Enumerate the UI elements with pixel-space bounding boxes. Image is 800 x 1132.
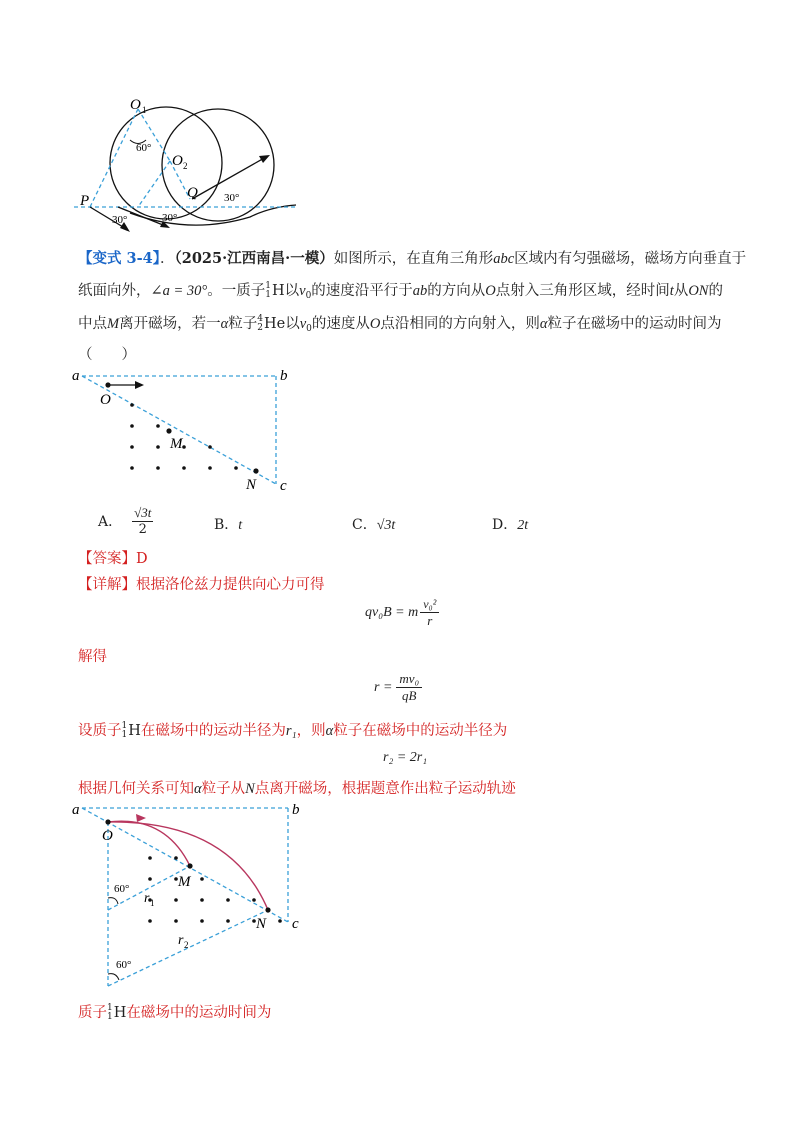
label-angle-60-lower: 60° bbox=[116, 959, 132, 971]
field-dot bbox=[208, 466, 212, 470]
figure-trajectory bbox=[70, 800, 310, 1000]
problem-tag: 【变式 3-4】 bbox=[78, 250, 160, 267]
label-c: c bbox=[280, 478, 287, 494]
problem-paren: （ ） bbox=[78, 347, 136, 363]
label-m: M bbox=[170, 436, 183, 452]
field-dot bbox=[130, 466, 134, 470]
label-a: a bbox=[72, 802, 80, 818]
circle-o1 bbox=[110, 107, 222, 219]
problem-line-3: 中点M离开磁场，若一α粒子4 2He以$v_0$的速度从O点沿相同的方向射入，则α粒子在磁场中的运动时间为 bbox=[78, 314, 722, 334]
figure-circles bbox=[70, 95, 310, 245]
field-dot bbox=[226, 919, 230, 923]
field-dot bbox=[130, 403, 134, 407]
field-dot bbox=[182, 466, 186, 470]
label-c: c bbox=[292, 916, 299, 932]
option-b[interactable]: B．t bbox=[214, 517, 243, 533]
label-o1-sub: 1 bbox=[142, 105, 147, 115]
option-d[interactable]: D．2t bbox=[492, 517, 529, 533]
field-dot bbox=[130, 424, 134, 428]
field-dot bbox=[278, 919, 282, 923]
answer: 【答案】D bbox=[78, 551, 148, 567]
label-b: b bbox=[292, 802, 300, 818]
label-n: N bbox=[246, 477, 257, 493]
field-dot bbox=[174, 856, 178, 860]
detail-line-3: 设质子1 1H在磁场中的运动半径为r₁，则α粒子在磁场中的运动半径为 bbox=[78, 721, 508, 740]
label-o1: O bbox=[130, 97, 141, 113]
label-r2-sub: 2 bbox=[184, 940, 189, 950]
proton-nuclide: 1 1 bbox=[265, 281, 271, 300]
field-dot bbox=[200, 898, 204, 902]
detail-line-1: 【详解】根据洛伦兹力提供向心力可得 bbox=[78, 577, 325, 593]
label-p: P bbox=[80, 193, 90, 209]
label-angle-30-c: 30° bbox=[224, 192, 240, 204]
equation-1: qv₀B = m v₀² r bbox=[365, 597, 439, 629]
option-c[interactable]: C．√3t bbox=[352, 517, 396, 533]
field-dot bbox=[234, 466, 238, 470]
detail-line-5: 质子1 1H在磁场中的运动时间为 bbox=[78, 1003, 272, 1022]
label-o: O bbox=[100, 392, 111, 408]
field-dot bbox=[148, 877, 152, 881]
label-r1: r bbox=[144, 891, 150, 906]
field-dot bbox=[200, 919, 204, 923]
field-dot bbox=[226, 898, 230, 902]
equation-3: r₂ = 2r₁ bbox=[383, 750, 428, 765]
field-dot bbox=[156, 445, 160, 449]
option-a[interactable]: A． √3t 2 bbox=[98, 505, 152, 537]
field-dot bbox=[130, 445, 134, 449]
label-q: Q bbox=[187, 185, 198, 201]
problem-line-1: 【变式 3-4】．（2025·江西南昌·一模）如图所示，在直角三角形abc区域内有匀强磁场，磁场方向垂直于 bbox=[78, 250, 747, 267]
field-dot bbox=[208, 445, 212, 449]
field-dot bbox=[174, 898, 178, 902]
label-b: b bbox=[280, 368, 288, 384]
field-dot bbox=[148, 919, 152, 923]
label-r2: r bbox=[178, 933, 184, 948]
label-angle-30-a: 30° bbox=[112, 214, 128, 226]
field-dot bbox=[182, 445, 186, 449]
figure-triangle bbox=[70, 368, 300, 493]
label-r1-sub: 1 bbox=[150, 898, 155, 908]
label-angle-60: 60° bbox=[136, 142, 152, 154]
field-dot bbox=[252, 898, 256, 902]
detail-line-4: 根据几何关系可知α粒子从N点离开磁场，根据题意作出粒子运动轨迹 bbox=[78, 781, 516, 797]
label-o2-sub: 2 bbox=[183, 161, 188, 171]
label-a: a bbox=[72, 368, 80, 384]
label-angle-30-b: 30° bbox=[162, 212, 178, 224]
field-dot bbox=[156, 424, 160, 428]
field-dot bbox=[200, 877, 204, 881]
problem-line-2: 纸面向外，∠a = 30°。一质子1 1H以$v_0$的速度沿平行于ab的方向从O点射入三角形区域，经时间t从ON的 bbox=[78, 281, 723, 301]
problem-source: （2025·江西南昌·一模） bbox=[174, 250, 334, 267]
equation-2: r = $\frac{\text{mv₀}}{qB}$ bbox=[374, 671, 422, 704]
field-dot bbox=[156, 466, 160, 470]
detail-line-2: 解得 bbox=[78, 649, 107, 665]
label-o2: O bbox=[172, 153, 183, 169]
label-o: O bbox=[102, 828, 113, 844]
field-dot bbox=[174, 919, 178, 923]
label-n: N bbox=[256, 916, 267, 932]
label-m: M bbox=[178, 874, 191, 890]
helium-nuclide: 4 2 bbox=[257, 314, 263, 333]
field-dot bbox=[148, 856, 152, 860]
label-angle-60-upper: 60° bbox=[114, 883, 130, 895]
